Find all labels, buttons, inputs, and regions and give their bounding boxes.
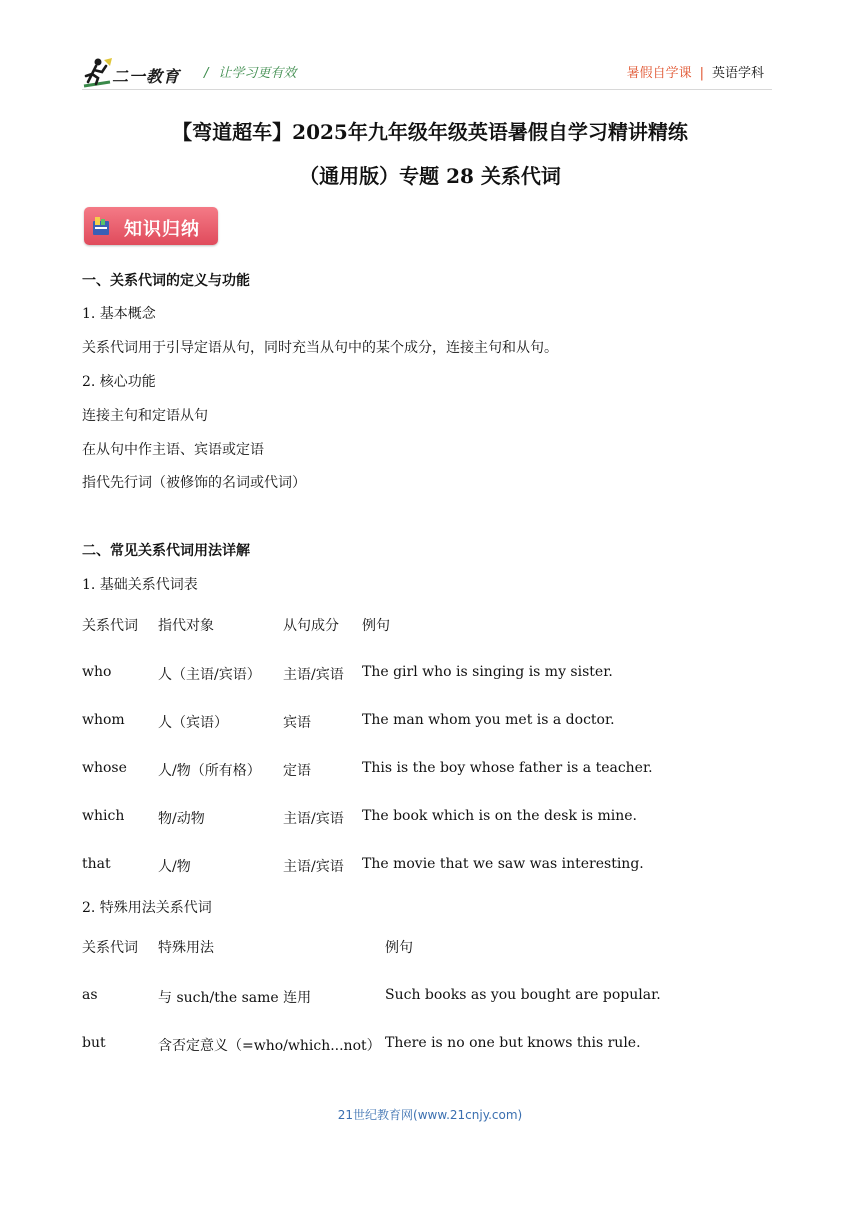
table-cell: 主语/宾语: [283, 667, 344, 683]
header-course-info: [627, 62, 764, 81]
course-label: 暑假自学课: [626, 66, 692, 81]
table-cell: 含否定意义（=who/which...not）: [158, 1038, 381, 1054]
table-header-cell: 例句: [385, 940, 413, 956]
table-header-cell: 关系代词: [82, 618, 138, 634]
table-cell: that: [82, 856, 111, 872]
table-header-cell: 例句: [362, 618, 390, 634]
table-cell: The girl who is singing is my sister.: [362, 664, 613, 680]
doc-title-line1: 【弯道超车】2025年九年级年级英语暑假自学习精讲精练: [172, 120, 688, 144]
table-cell: 人（宾语）: [158, 715, 228, 731]
table-cell: 人（主语/宾语）: [158, 667, 261, 683]
table-cell: whose: [82, 760, 127, 776]
badge-label: 知识归纳: [124, 219, 200, 240]
table-cell: The man whom you met is a doctor.: [362, 712, 615, 728]
section2-sub2: 2. 特殊用法关系代词: [82, 900, 212, 916]
table-cell: 人/物: [158, 859, 191, 875]
table-cell: Such books as you bought are popular.: [385, 987, 661, 1003]
doc-title-line2: （通用版）专题 28 关系代词: [299, 164, 561, 188]
table-header-cell: 指代对象: [158, 618, 214, 634]
table-cell: but: [82, 1035, 106, 1051]
table-cell: 定语: [283, 763, 311, 779]
table-cell: 物/动物: [158, 811, 205, 827]
section2-heading: 二、常见关系代词用法详解: [82, 543, 250, 559]
page-header: [82, 56, 772, 92]
section1-text1: 关系代词用于引导定语从句，同时充当从句中的某个成分，连接主句和从句。: [82, 340, 558, 356]
table-cell: who: [82, 664, 112, 680]
table-cell: whom: [82, 712, 125, 728]
header-divider: [82, 89, 772, 90]
book-icon: [92, 215, 110, 237]
section1-sub2: 2. 核心功能: [82, 374, 156, 390]
function-point: 连接主句和定语从句: [82, 408, 208, 424]
table-header-cell: 特殊用法: [158, 940, 214, 956]
table-cell: which: [82, 808, 125, 824]
table-cell: The book which is on the desk is mine.: [362, 808, 637, 824]
table-cell: 主语/宾语: [283, 859, 344, 875]
header-separator: |: [699, 66, 704, 81]
function-point: 指代先行词（被修饰的名词或代词）: [82, 475, 306, 491]
logo: [82, 56, 190, 90]
runner-logo-icon: [82, 56, 114, 90]
slogan-slash: /: [204, 66, 209, 81]
table-cell: 主语/宾语: [283, 811, 344, 827]
table-cell: There is no one but knows this rule.: [385, 1035, 641, 1051]
section1-heading: 一、关系代词的定义与功能: [82, 273, 250, 289]
slogan-text: 让学习更有效: [218, 66, 297, 81]
section1-sub1: 1. 基本概念: [82, 306, 156, 322]
logo-text: 二一教育: [112, 67, 181, 86]
subject-label: 英语学科: [711, 66, 764, 81]
knowledge-badge: [84, 207, 218, 245]
table-cell: 宾语: [283, 715, 311, 731]
table-header-cell: 从句成分: [283, 618, 339, 634]
table-cell: This is the boy whose father is a teacher.: [362, 760, 653, 776]
table-cell: 与 such/the same 连用: [158, 990, 312, 1006]
section2-sub1: 1. 基础关系代词表: [82, 577, 198, 593]
table-cell: 人/物（所有格）: [158, 763, 261, 779]
function-point: 在从句中作主语、宾语或定语: [82, 442, 264, 458]
page-footer: 21世纪教育网(www.21cnjy.com): [337, 1108, 523, 1122]
table-cell: as: [82, 987, 98, 1003]
table-cell: The movie that we saw was interesting.: [362, 856, 644, 872]
slogan: [204, 62, 296, 81]
table-header-cell: 关系代词: [82, 940, 138, 956]
